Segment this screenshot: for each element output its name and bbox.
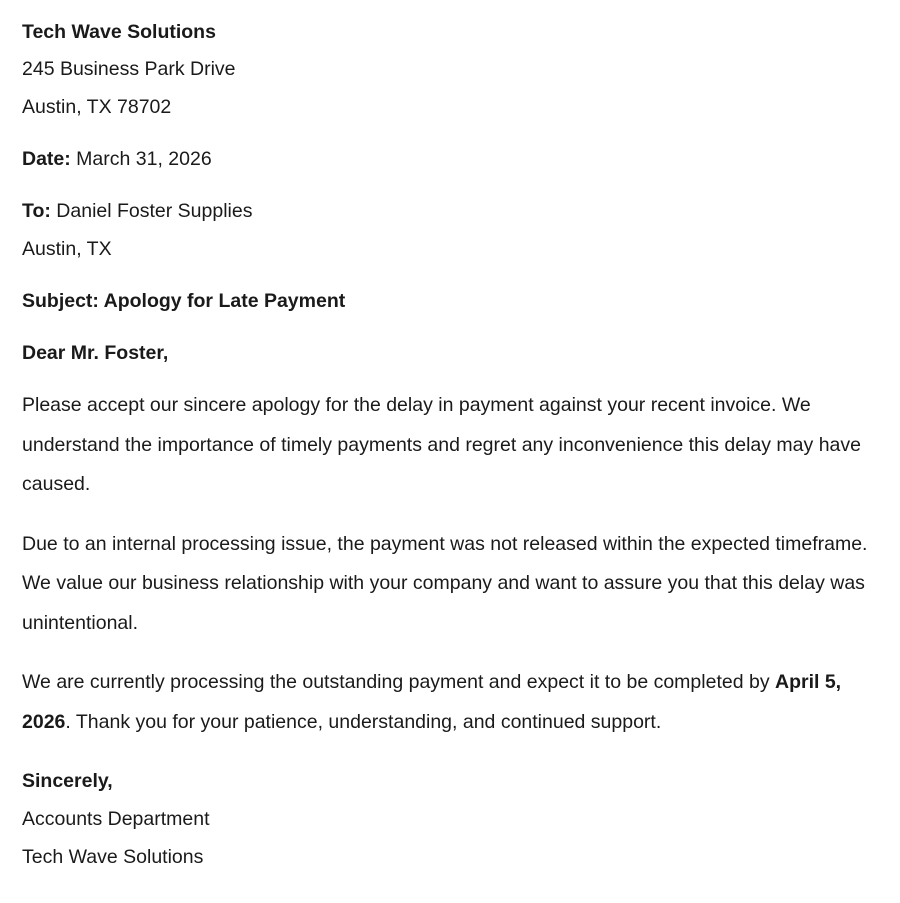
paragraph-3-text-before: We are currently processing the outstanding payment and expect it to be completed by — [22, 671, 775, 693]
recipient-line — [22, 192, 874, 230]
spacer — [22, 643, 874, 663]
spacer — [22, 268, 874, 282]
body-paragraph-1: Please accept our sincere apology for the delay in payment against your recent invoice. We understand the importance of timely payments and regret any inconvenience this delay may have caused. — [22, 394, 861, 495]
date-line — [22, 140, 874, 178]
date-value: March 31, 2026 — [70, 148, 212, 170]
expected-completion-date: April 5, 2026 — [22, 671, 842, 733]
spacer — [22, 742, 874, 762]
spacer — [22, 505, 874, 525]
sender-address-line-2: Austin, TX 78702 — [22, 96, 172, 118]
sender-company-name: Tech Wave Solutions — [22, 21, 216, 43]
salutation: Dear Mr. Foster, — [22, 342, 169, 364]
spacer — [22, 126, 874, 140]
closing-valediction: Sincerely, — [22, 770, 113, 792]
spacer — [22, 320, 874, 334]
spacer — [22, 372, 874, 386]
date-label: Date: — [22, 148, 71, 170]
recipient-label: To: — [22, 200, 51, 222]
sender-address-line-1: 245 Business Park Drive — [22, 58, 236, 80]
body-paragraph-2: Due to an internal processing issue, the payment was not released within the expected timeframe. We value our business relationship with your company and want to assure you that this delay was unintentional. — [22, 532, 868, 634]
spacer — [22, 178, 874, 192]
recipient-name: Daniel Foster Supplies — [50, 200, 253, 222]
paragraph-3-text-after: . Thank you for your patience, understanding, and continued support. — [65, 710, 662, 733]
body-paragraph-3 — [22, 663, 874, 742]
closing-department: Accounts Department — [22, 808, 210, 830]
recipient-address-line-1: Austin, TX — [22, 238, 112, 260]
subject-line: Subject: Apology for Late Payment — [22, 290, 346, 312]
closing-company: Tech Wave Solutions — [22, 846, 204, 868]
